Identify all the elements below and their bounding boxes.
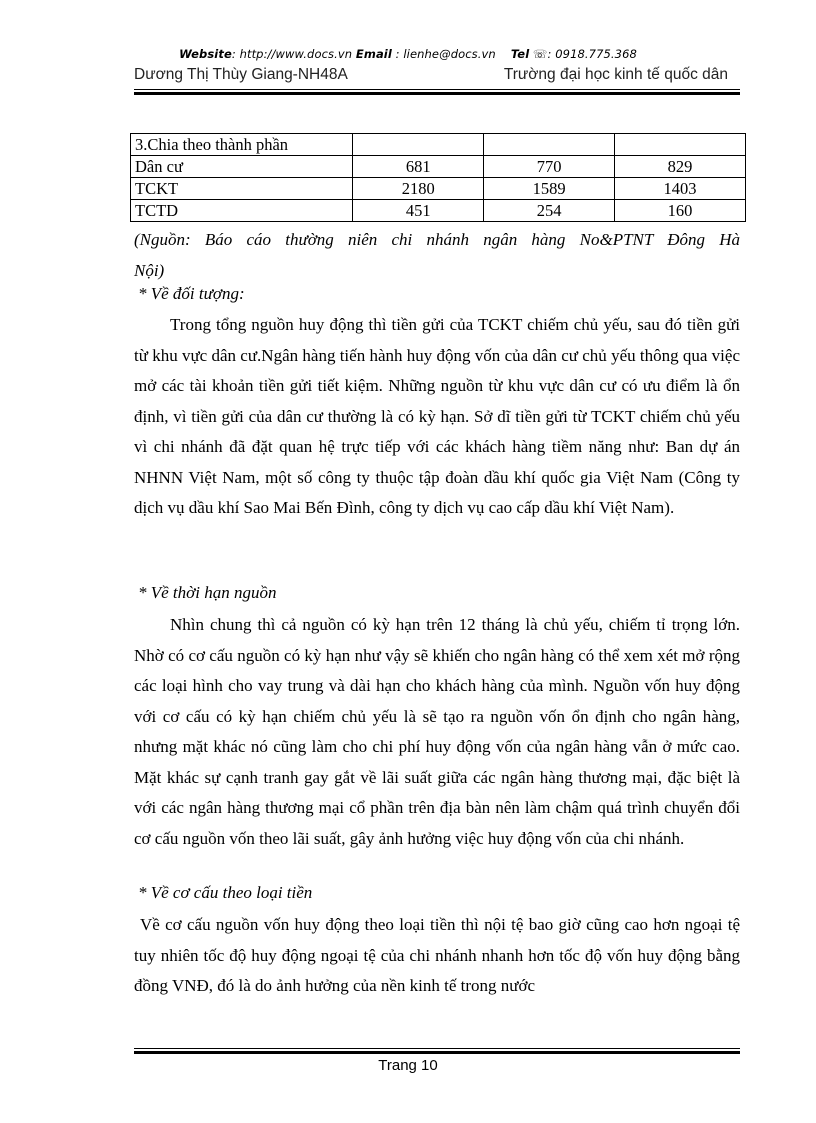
table-cell-value: 770 xyxy=(484,156,615,178)
website-url[interactable]: : http://www.docs.vn xyxy=(231,47,353,61)
header-rule-thick xyxy=(134,92,740,95)
data-table xyxy=(130,133,746,222)
footer-rule-thin xyxy=(134,1048,740,1049)
paragraph-object: Trong tổng nguồn huy động thì tiền gửi của TCKT chiếm chủ yếu, sau đó tiền gửi từ khu vực dân cư.Ngân hàng tiến hành huy động vốn của dân cư chủ yếu thông qua việc mở các tài khoản tiền gửi tiết kiệm. Những nguồn từ khu vực dân cư có ưu điểm là ổn định, vì tiền gửi của dân cư thường là có kỳ hạn. Sở dĩ tiền gửi từ TCKT chiếm chủ yếu vì chi nhánh đã đặt quan hệ trực tiếp với các khách hàng tiềm năng như: Ban dự án NHNN Việt Nam, một số công ty thuộc tập đoàn dầu khí quốc gia Việt Nam (Công ty dịch vụ dầu khí Sao Mai Bến Đình, công ty dịch vụ cao cấp dầu khí Việt Nam). xyxy=(134,315,740,517)
website-label: Website xyxy=(179,47,232,61)
table-cell-value xyxy=(615,134,746,156)
school-name: Trường đại học kinh tế quốc dân xyxy=(503,66,728,83)
table-cell-value: 160 xyxy=(615,200,746,222)
table-cell-value: 1403 xyxy=(615,178,746,200)
table-cell-label: TCTD xyxy=(131,200,353,222)
email-address[interactable]: : lienhe@docs.vn xyxy=(395,47,496,61)
section-heading-term: * Về thời hạn nguồn xyxy=(138,583,277,602)
table-cell-label: Dân cư xyxy=(131,156,353,178)
email-label: Email xyxy=(355,47,392,61)
table-row xyxy=(131,178,746,200)
section-heading-object: * Về đối tượng: xyxy=(138,284,245,303)
table-cell-value: 681 xyxy=(353,156,484,178)
table-cell-label: TCKT xyxy=(131,178,353,200)
tel-number: : 0918.775.368 xyxy=(547,47,637,61)
table-cell-value xyxy=(353,134,484,156)
paragraph-currency: Về cơ cấu nguồn vốn huy động theo loại tiền thì nội tệ bao giờ cũng cao hơn ngoại tệ tuy nhiên tốc độ huy động ngoại tệ của chi nhánh nhanh hơn tốc độ vốn huy động bằng đồng VNĐ, đó là do ảnh hưởng của nền kinh tế trong nước xyxy=(134,915,740,995)
section-heading-currency: * Về cơ cấu theo loại tiền xyxy=(138,883,313,902)
table-row xyxy=(131,156,746,178)
tel-label: Tel xyxy=(510,47,530,61)
phone-icon: ☏ xyxy=(533,47,548,61)
table-row xyxy=(131,134,746,156)
table-cell-value: 254 xyxy=(484,200,615,222)
table-cell-value: 829 xyxy=(615,156,746,178)
author-name: Dương Thị Thùy Giang-NH48A xyxy=(134,66,348,83)
table-cell-value: 451 xyxy=(353,200,484,222)
page-number: Trang 10 xyxy=(378,1057,438,1074)
source-note-cont: Nội) xyxy=(134,261,165,280)
website-header xyxy=(0,47,816,61)
footer-rule-thick xyxy=(134,1051,740,1054)
table-cell-label: 3.Chia theo thành phần xyxy=(131,134,353,156)
source-note: (Nguồn: Báo cáo thường niên chi nhánh ngân hàng No&PTNT Đông Hà xyxy=(134,230,740,249)
table-row xyxy=(131,200,746,222)
table-cell-value: 2180 xyxy=(353,178,484,200)
table-cell-value xyxy=(484,134,615,156)
running-header xyxy=(134,66,740,88)
header-rule-thin xyxy=(134,89,740,90)
table-cell-value: 1589 xyxy=(484,178,615,200)
paragraph-term: Nhìn chung thì cả nguồn có kỳ hạn trên 12 tháng là chủ yếu, chiếm tỉ trọng lớn. Nhờ có cơ cấu nguồn có kỳ hạn như vậy sẽ khiến cho ngân hàng có thể xem xét mở rộng các loại hình cho vay trung và dài hạn cho khách hàng của mình. Nguồn vốn huy động với cơ cấu có kỳ hạn chiếm chủ yếu là sẽ tạo ra nguồn vốn ổn định cho ngân hàng, nhưng mặt khác nó cũng làm cho chi phí huy động vốn của ngân hàng vẫn ở mức cao. Mặt khác sự cạnh tranh gay gắt về lãi suất giữa các ngân hàng thương mại, đặc biệt là với các ngân hàng thương mại cổ phần trên địa bàn nên làm chậm quá trình chuyển đổi cơ cấu nguồn vốn theo lãi suất, gây ảnh hưởng việc huy động vốn của chi nhánh. xyxy=(134,615,740,848)
